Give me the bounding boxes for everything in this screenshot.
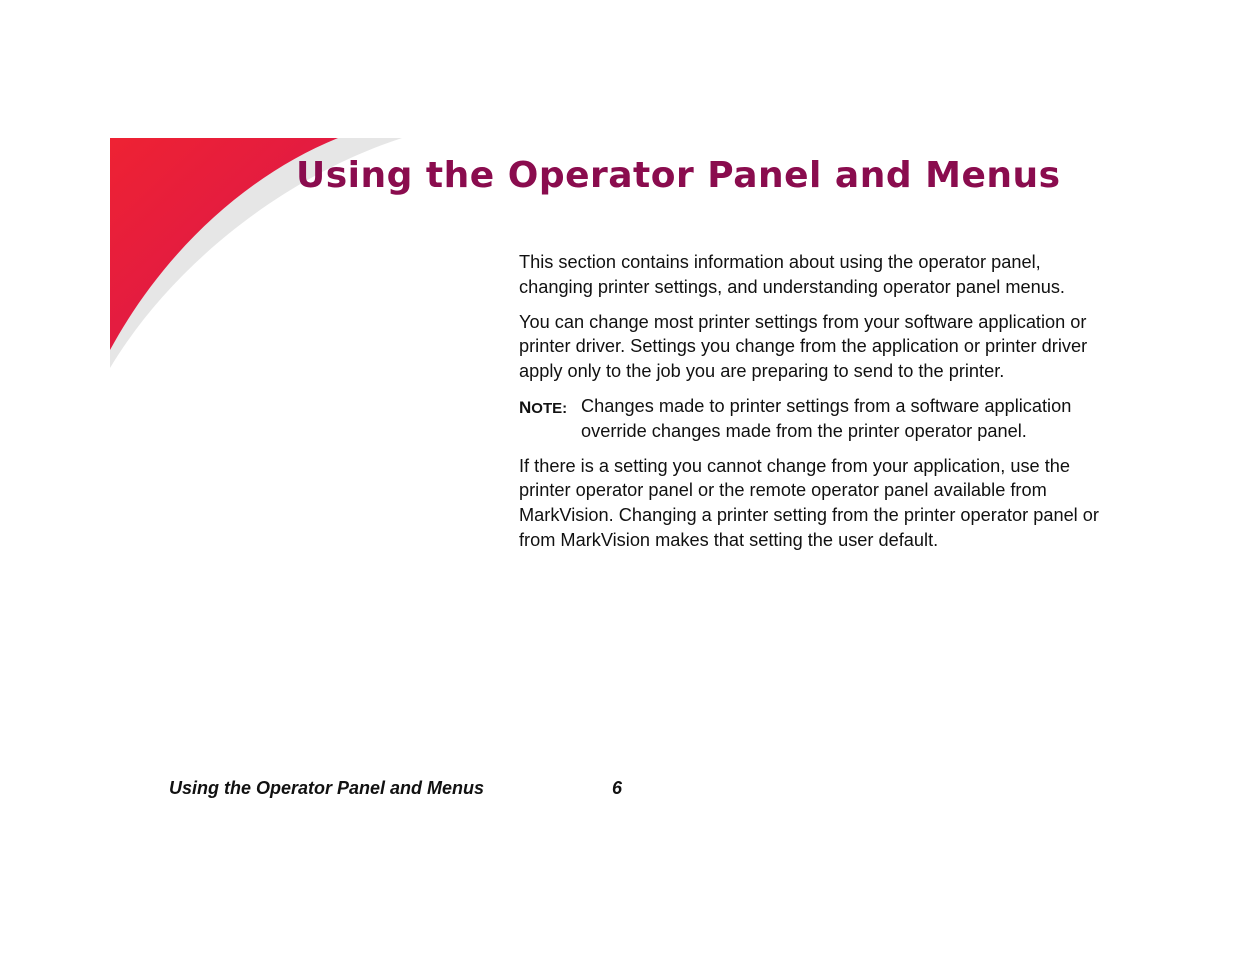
- markvision-paragraph: If there is a setting you cannot change from your application, use the printer operator panel or the remote operator panel available from MarkVision. Changing a printer setting from the printer operator panel or from MarkVision makes that setting the user default.: [519, 455, 1099, 550]
- note-label-initial: N: [519, 397, 532, 417]
- note-text: Changes made to printer settings from a software application override changes made from the printer operator panel.: [581, 395, 1072, 441]
- page-title: Using the Operator Panel and Menus: [296, 155, 1061, 196]
- settings-paragraph: You can change most printer settings from your software application or printer driver. Settings you change from the application or printer driver apply only to the job you are preparing to send to the printer.: [519, 311, 1088, 382]
- body-content: [519, 250, 1099, 563]
- note-block: [519, 394, 1099, 444]
- note-label: [519, 394, 581, 444]
- note-label-rest: OTE:: [531, 399, 568, 417]
- footer-page-number: 6: [612, 778, 623, 798]
- footer-title: Using the Operator Panel and Menus: [169, 778, 485, 798]
- intro-paragraph: This section contains information about using the operator panel, changing printer settings, and understanding operator panel menus.: [519, 252, 1065, 297]
